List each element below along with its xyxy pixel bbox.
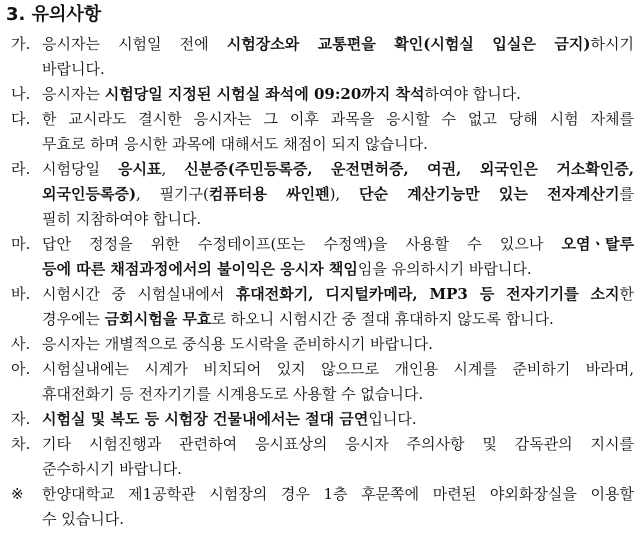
body-text: 답안 정정을 위한 수정테이프(또는 수정액)을 사용할 수 있으나 bbox=[42, 235, 562, 253]
item-line bbox=[42, 32, 634, 57]
emphasis-text: 신분증(주민등록증, 운전면허증, 여권, 외국인은 거소확인증, bbox=[184, 160, 634, 178]
body-text: 시험시간 중 시험실내에서 bbox=[42, 285, 236, 303]
item-marker: 나. bbox=[11, 85, 31, 103]
body-text: 기타 시험진행과 관련하여 응시표상의 응시자 주의사항 및 감독관의 지시를 bbox=[42, 435, 634, 453]
body-text: 하여야 합니다. bbox=[424, 85, 521, 103]
body-text: , 필기구( bbox=[136, 185, 209, 203]
item-line bbox=[42, 132, 634, 157]
emphasis-text: 외국인등록증) bbox=[42, 185, 137, 203]
notice-item bbox=[0, 82, 640, 107]
item-marker: 아. bbox=[11, 360, 31, 378]
body-text: 를 bbox=[619, 185, 634, 203]
item-line bbox=[42, 82, 634, 107]
body-text: 수 있습니다. bbox=[42, 510, 124, 528]
item-line bbox=[42, 307, 634, 332]
emphasis-text: 컴퓨터용 싸인펜 bbox=[208, 185, 330, 203]
body-text: 한 교시라도 결시한 응시자는 그 이후 과목을 응시할 수 없고 당해 시험 자체를 bbox=[42, 110, 634, 128]
item-line bbox=[42, 457, 634, 482]
body-text: 시험실내에는 시계가 비치되어 있지 않으므로 개인용 시계를 준비하기 바라며, bbox=[42, 360, 634, 378]
item-marker: 차. bbox=[11, 435, 31, 453]
notice-item bbox=[0, 482, 640, 532]
item-marker: 가. bbox=[11, 35, 31, 53]
body-text: 준수하시기 바랍니다. bbox=[42, 460, 182, 478]
item-line bbox=[42, 382, 634, 407]
item-line bbox=[42, 507, 634, 532]
item-line bbox=[42, 107, 634, 132]
item-line bbox=[42, 407, 634, 432]
notice-item bbox=[0, 107, 640, 157]
body-text: 한 bbox=[619, 285, 634, 303]
emphasis-text: 휴대전화기, 디지털카메라, MP3 등 전자기기를 소지 bbox=[235, 285, 620, 303]
body-text: 임을 유의하시기 바랍니다. bbox=[357, 260, 532, 278]
item-marker: 사. bbox=[11, 335, 31, 353]
emphasis-text: 시험장소와 교통편을 확인(시험실 입실은 금지) bbox=[226, 35, 591, 53]
body-text: ), bbox=[329, 185, 359, 203]
body-text: 시험당일 bbox=[42, 160, 118, 178]
notice-item bbox=[0, 407, 640, 432]
body-text: 하시기 bbox=[590, 35, 634, 53]
item-marker: 다. bbox=[11, 110, 31, 128]
item-marker: 마. bbox=[11, 235, 31, 253]
section-title: 3. 유의사항 bbox=[6, 4, 102, 25]
emphasis-text: 등에 따른 채점과정에서의 불이익은 응시자 책임 bbox=[42, 260, 358, 278]
body-text: 경우에는 bbox=[42, 310, 105, 328]
item-line bbox=[42, 357, 634, 382]
body-text: 휴대전화기 등 전자기기를 시계용도로 사용할 수 없습니다. bbox=[42, 385, 424, 403]
body-text: 입니다. bbox=[368, 410, 417, 428]
notice-list bbox=[0, 32, 640, 532]
body-text: 응시자는 bbox=[42, 85, 105, 103]
body-text: 무효로 하며 응시한 과목에 대해서도 채점이 되지 않습니다. bbox=[42, 135, 428, 153]
item-marker: 바. bbox=[11, 285, 31, 303]
notice-item bbox=[0, 157, 640, 232]
item-line bbox=[42, 57, 634, 82]
body-text: 응시자는 개별적으로 중식용 도시락을 준비하시기 바랍니다. bbox=[42, 335, 433, 353]
item-line bbox=[42, 182, 634, 207]
item-line bbox=[42, 482, 634, 507]
item-marker: 라. bbox=[11, 160, 31, 178]
body-text: 필히 지참하여야 합니다. bbox=[42, 210, 202, 228]
item-marker: 자. bbox=[11, 410, 31, 428]
body-text: 응시자는 시험일 전에 bbox=[42, 35, 227, 53]
emphasis-text: 오염ㆍ탈루 bbox=[561, 235, 634, 253]
item-line bbox=[42, 257, 634, 282]
body-text: 한양대학교 제1공학관 시험장의 경우 1층 후문쪽에 마련된 야외화장실을 이용할 bbox=[42, 485, 634, 503]
item-line bbox=[42, 432, 634, 457]
emphasis-text: 시험실 및 복도 등 시험장 건물내에서는 절대 금연 bbox=[42, 410, 369, 428]
body-text: 바랍니다. bbox=[42, 60, 105, 78]
emphasis-text: 금회시험을 무효 bbox=[104, 310, 212, 328]
item-line bbox=[42, 157, 634, 182]
notice-item bbox=[0, 232, 640, 282]
notice-item bbox=[0, 432, 640, 482]
notice-item bbox=[0, 32, 640, 82]
notice-item bbox=[0, 332, 640, 357]
notice-item bbox=[0, 357, 640, 407]
body-text: 로 하오니 시험시간 중 절대 휴대하지 않도록 합니다. bbox=[211, 310, 554, 328]
item-line bbox=[42, 207, 634, 232]
item-line bbox=[42, 232, 634, 257]
emphasis-text: 시험당일 지정된 시험실 좌석에 09:20까지 착석 bbox=[104, 85, 425, 103]
emphasis-text: 단순 계산기능만 있는 전자계산기 bbox=[358, 185, 620, 203]
body-text: , bbox=[161, 160, 185, 178]
item-line bbox=[42, 282, 634, 307]
item-marker: ※ bbox=[11, 485, 24, 503]
notice-item bbox=[0, 282, 640, 332]
emphasis-text: 응시표 bbox=[118, 160, 162, 178]
item-line bbox=[42, 332, 634, 357]
